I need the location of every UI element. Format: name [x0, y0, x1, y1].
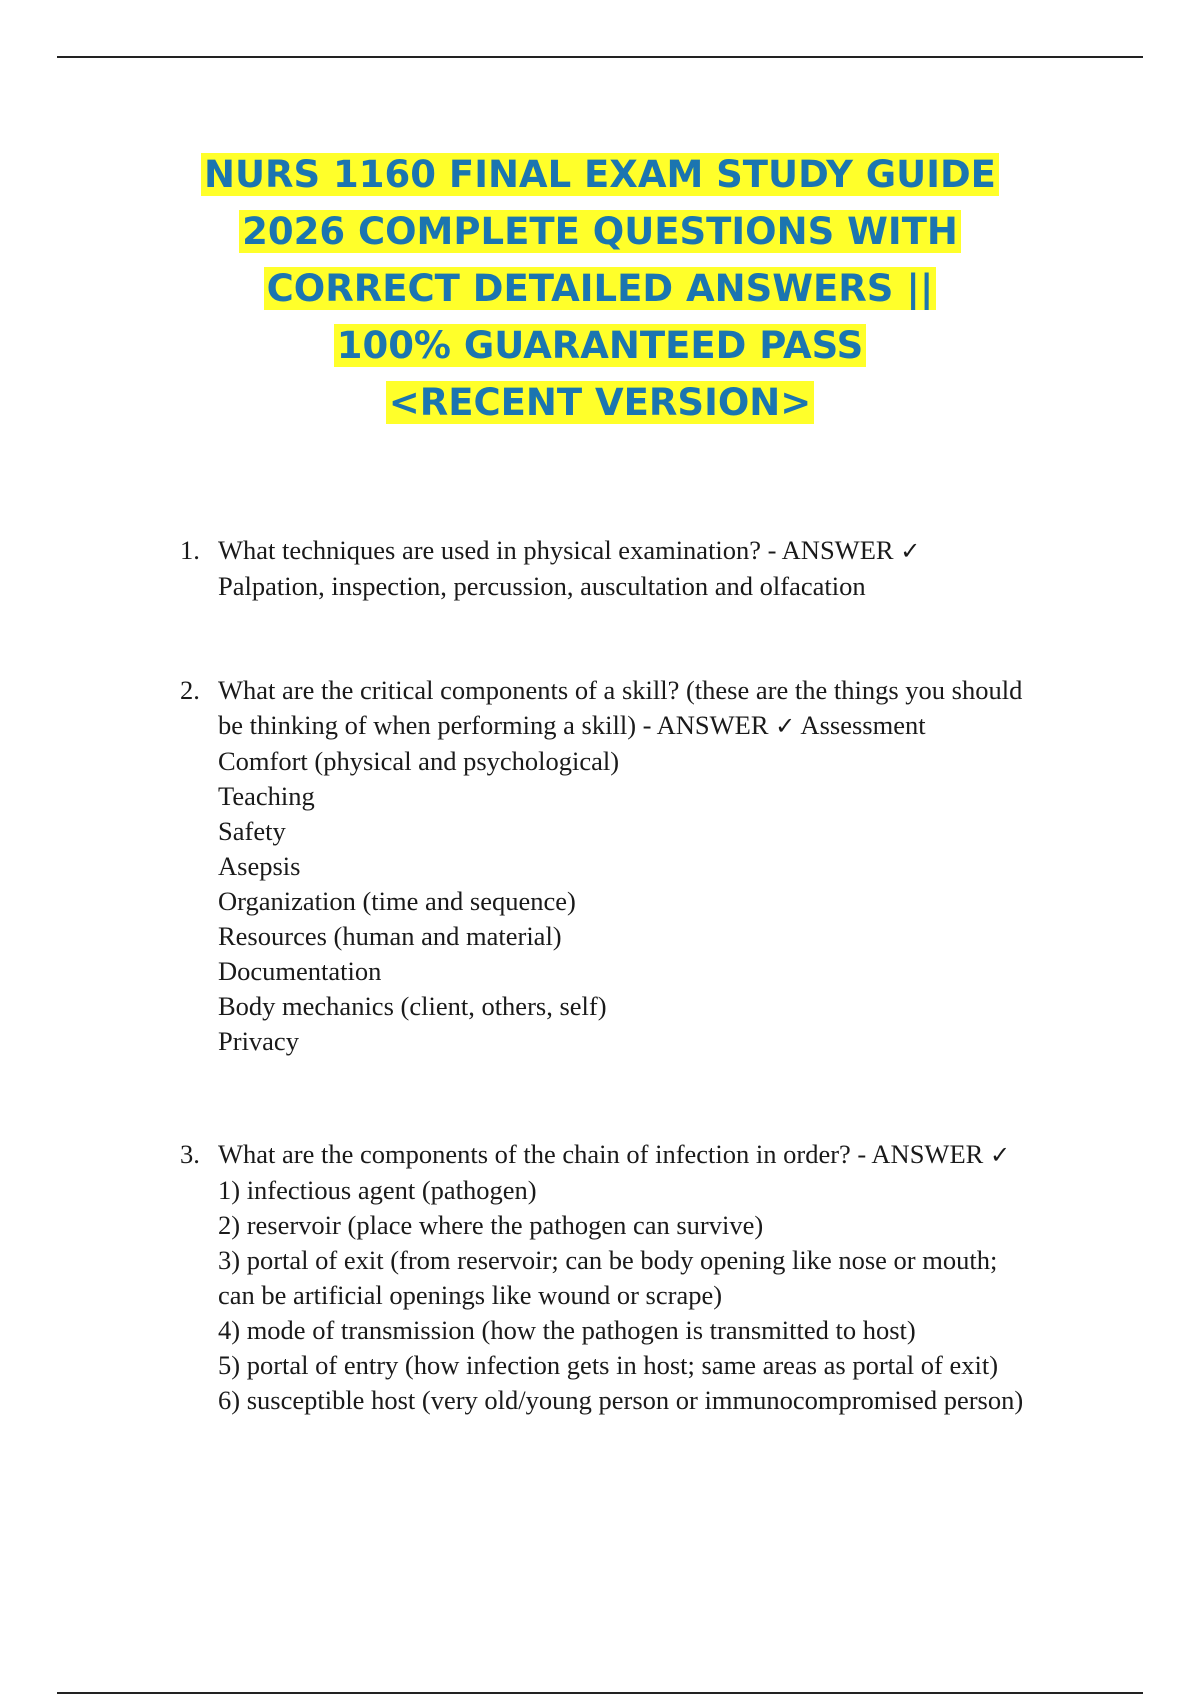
top-rule [57, 56, 1143, 58]
answer-line: 1) infectious agent (pathogen) [218, 1175, 537, 1205]
title-line-2: 2026 COMPLETE QUESTIONS WITH [0, 203, 1200, 260]
question-number: 3. [180, 1139, 200, 1169]
question-number: 1. [180, 535, 200, 565]
answer-line: Resources (human and material) [218, 921, 562, 951]
answer-line: 4) mode of transmission (how the pathogen is transmitted to host) [218, 1315, 916, 1345]
check-icon: ✓ [900, 537, 921, 565]
answer-line: Palpation, inspection, percussion, auscultation and olfacation [218, 571, 866, 601]
question-line: What are the components of the chain of infection in order? - ANSWER ✓ [218, 1139, 1011, 1169]
answer-line: Body mechanics (client, others, self) [218, 991, 607, 1021]
question-number: 2. [180, 675, 200, 705]
document-title [0, 146, 1200, 431]
question-body [218, 533, 1118, 604]
answer-line: 6) susceptible host (very old/young person or immunocompromised person) [218, 1385, 1024, 1415]
bottom-rule [57, 1692, 1143, 1694]
question-body [218, 1137, 1118, 1418]
title-line-4: 100% GUARANTEED PASS [0, 317, 1200, 374]
answer-line: Documentation [218, 956, 382, 986]
question-line: What techniques are used in physical examination? - ANSWER ✓ [218, 535, 921, 565]
answer-line: 3) portal of exit (from reservoir; can be body opening like nose or mouth; [218, 1245, 998, 1275]
question-line: be thinking of when performing a skill) - ANSWER ✓ Assessment [218, 710, 926, 740]
answer-line: 2) reservoir (place where the pathogen can survive) [218, 1210, 764, 1240]
answer-line: Asepsis [218, 851, 301, 881]
check-icon: ✓ [989, 1141, 1011, 1169]
answer-line: can be artificial openings like wound or scrape) [218, 1280, 723, 1310]
question-body [218, 673, 1118, 1059]
title-line-5: <RECENT VERSION> [0, 374, 1200, 431]
title-line-3: CORRECT DETAILED ANSWERS || [0, 260, 1200, 317]
answer-line: Organization (time and sequence) [218, 886, 576, 916]
answer-line: Teaching [218, 781, 315, 811]
answer-line: Safety [218, 816, 286, 846]
answer-line: 5) portal of entry (how infection gets in host; same areas as portal of exit) [218, 1350, 999, 1380]
title-line-1: NURS 1160 FINAL EXAM STUDY GUIDE [0, 146, 1200, 203]
answer-line: Privacy [218, 1026, 299, 1056]
check-icon: ✓ [775, 712, 796, 740]
question-line: What are the critical components of a skill? (these are the things you should [218, 675, 1023, 705]
answer-line: Comfort (physical and psychological) [218, 746, 620, 776]
